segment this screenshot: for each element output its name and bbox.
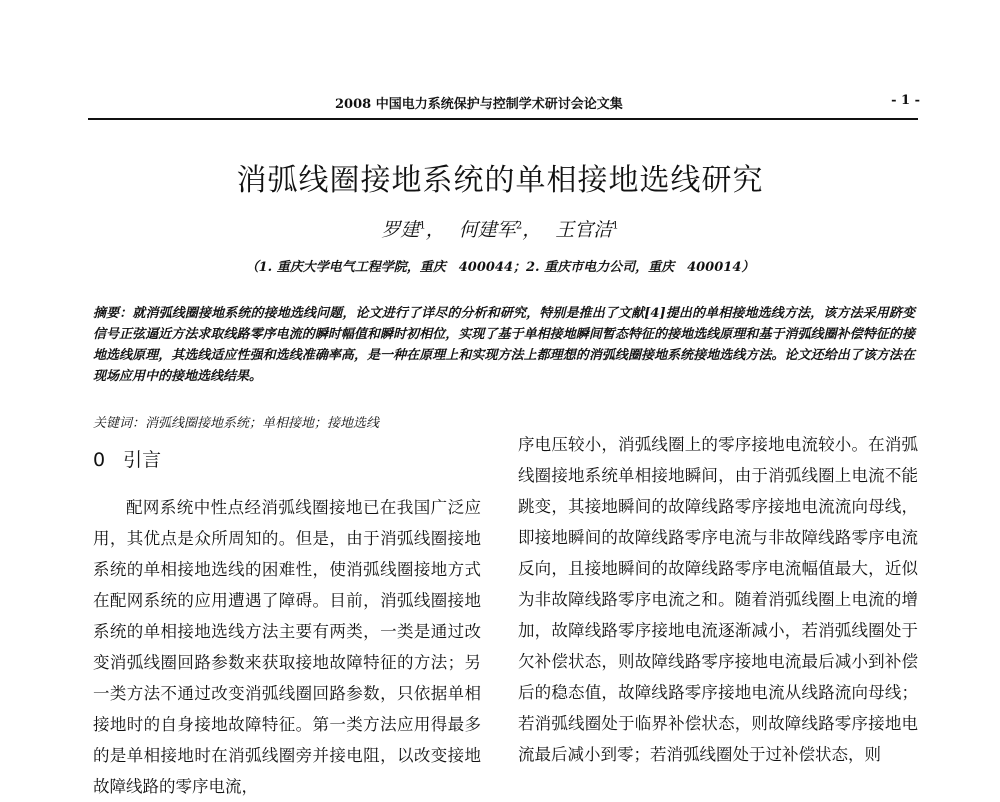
keywords: 关键词：消弧线圈接地系统；单相接地；接地选线 [93, 416, 380, 431]
author: 罗建$^1$， [381, 219, 445, 241]
affiliation: （1. 重庆大学电气工程学院，重庆 400044；2. 重庆市电力公司，重庆 400014） [245, 260, 755, 275]
abstract-label: 摘要： [93, 306, 133, 321]
author-list [0, 215, 1000, 242]
paper-title: 消弧线圈接地系统的单相接地选线研究 [236, 163, 764, 198]
body-paragraph: 序电压较小，消弧线圈上的零序接地电流较小。在消弧线圈接地系统单相接地瞬间，由于消弧线圈上电流不能跳变，其接地瞬间的故障线路零序接地电流流向母线，即接地瞬间的故障线路零序电流与非故障线路零序电流反向，且接地瞬间的故障线路零序电流幅值最大，近似为非故障线路零序电流之和。随着消弧线圈上电流的增加，故障线路零序接地电流逐渐减小，若消弧线圈处于欠补偿状态，则故障线路零序接地电流最后减小到补偿后的稳态值，故障线路零序接地电流从线路流向母线；若消弧线圈处于临界补偿状态，则故障线路零序接地电流最后减小到零；若消弧线圈处于过补偿状态，则 [518, 435, 918, 764]
section-number: 0 [93, 449, 106, 471]
author: 何建军$^2$， [458, 219, 542, 241]
running-header [95, 93, 920, 117]
page-number: - 1 - [891, 93, 920, 108]
left-column [93, 492, 481, 802]
running-header-title: 2008 中国电力系统保护与控制学术研讨会论文集 [335, 97, 623, 112]
header-divider [88, 118, 918, 120]
abstract [93, 303, 915, 387]
abstract-text: 就消弧线圈接地系统的接地选线问题，论文进行了详尽的分析和研究，特别是推出了文献[4]提出的单相接地选线方法，该方法采用跻变信号正弦逼近方法求取线路零序电流的瞬时幅值和瞬时初相位，实现了基于单相接地瞬间暂态特征的接地选线原理和基于消弧线圈补偿特征的接地选线原理，其选线适应性强和选线准确率高，是一种在原理上和实现方法上都理想的消弧线圈接地系统接地选线方法。论文还给出了该方法在现场应用中的接地选线结果。 [93, 306, 915, 384]
section-heading [93, 445, 161, 472]
author: 王官洁$^1$ [555, 219, 619, 241]
body-paragraph: 配网系统中性点经消弧线圈接地已在我国广泛应用，其优点是众所周知的。但是，由于消弧线圈接地系统的单相接地选线的困难性，使消弧线圈接地方式在配网系统的应用遭遇了障碍。目前，消弧线圈接地系统的单相接地选线方法主要有两类，一类是通过改变消弧线圈回路参数来获取接地故障特征的方法；另一类方法不通过改变消弧线圈回路参数，只依据单相接地时的自身接地故障特征。第一类方法应用得最多的是单相接地时在消弧线圈旁并接电阻，以改变接地故障线路的零序电流， [93, 498, 481, 796]
section-title: 引言 [123, 449, 162, 471]
right-column [518, 429, 918, 770]
